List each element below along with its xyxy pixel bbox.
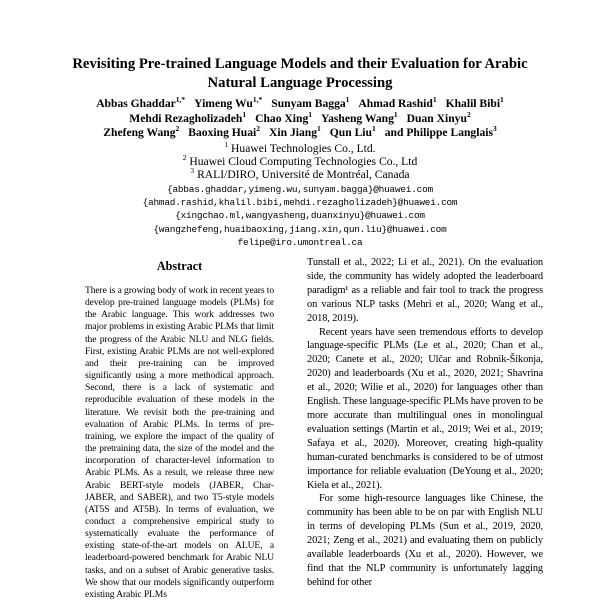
author-name: and Philippe Langlais$^3$	[384, 124, 497, 140]
author-line	[0, 126, 600, 141]
author-affiliation-sup: 1,*	[175, 95, 186, 105]
affiliation-line: $^3$ RALI/DIRO, Université de Montréal, Canada	[190, 166, 410, 182]
author-affiliation-sup: 1	[500, 95, 504, 105]
author-name: Sunyam Bagga$^1$	[271, 95, 350, 110]
email-line: {abbas.ghaddar,yimeng.wu,sunyam.bagga}@huawei.com	[167, 184, 433, 195]
author-block	[0, 97, 600, 141]
author-name: Qun Liu$^1$	[329, 124, 376, 140]
author-name: Mehdi Rezagholizadeh$^1$	[129, 109, 247, 125]
author-affiliation-sup: 1	[242, 109, 247, 119]
author-line	[0, 109, 600, 127]
intro-paragraph: For some high-resource languages like Chinese, the community has been able to be on par with English NLU in terms of developing PLMs (Sun et al., 2019, 2020, 2021; Zeng et al., 2021) and evaluating them on publicly available leaderboards (Xu et al., 2020). However, we find that the NLP community is unfortunately lagging behind for other	[307, 493, 543, 588]
paper-title-line: Natural Language Processing	[207, 74, 393, 91]
affiliation-sup: 3	[190, 166, 195, 176]
abstract-heading: Abstract	[156, 259, 203, 273]
author-affiliation-sup: 1	[317, 124, 321, 134]
author-affiliation-sup: 3	[492, 124, 497, 134]
author-line	[0, 97, 600, 112]
author-affiliation-sup: 1	[345, 95, 350, 105]
introduction-column	[307, 256, 543, 590]
author-name: Baoxing Huai$^2$	[188, 124, 261, 140]
author-name: Zhefeng Wang$^2$	[103, 124, 180, 140]
email-line: felipe@iro.umontreal.ca	[237, 236, 363, 248]
author-affiliation-sup: 1	[393, 109, 398, 119]
email-block	[0, 183, 600, 249]
affiliation-sup: 1	[224, 140, 229, 150]
author-affiliation-sup: 1	[432, 95, 437, 105]
abstract-text: There is a growing body of work in recent years to develop pre-trained language models (PLMs) for the Arabic language. This work addresses two major problems in existing Arabic PLMs that limit the progress of the Arabic NLU and NLG fields. First, existing Arabic PLMs are not well-explored and their pre-training can be improved significantly using a more methodical approach. Second, there is a lack of systematic and reproducible evaluation of these models in the literature. We revisit both the pre-training and evaluation of Arabic PLMs. In terms of pre-training, we explore the impact of the quality of the pretraining data, the size of the model and the incorporation of character-level information to Arabic PLMs. As a result, we release three new Arabic BERT-style models (JABER, Char-JABER, and SABER), and two T5-style models (AT5S and AT5B). In terms of evaluation, we conduct a comprehensive empirical study to systematically evaluate the performance of existing state-of-the-art models on ALUE, a leaderboard-powered benchmark for Arabic NLU tasks, and on a subset of Arabic generative tasks. We show that our models significantly outperform existing Arabic PLMs	[85, 285, 274, 600]
author-affiliation-sup: 1	[371, 124, 376, 134]
author-name: Duan Xinyu$^2$	[406, 109, 471, 125]
abstract-section	[85, 259, 274, 600]
author-affiliation-sup: 1	[308, 109, 312, 119]
affiliation-sup: 2	[182, 153, 187, 163]
affiliation-line: $^2$ Huawei Cloud Computing Technologies Co., Ltd	[182, 153, 418, 169]
author-name: Abbas Ghaddar$^{1,*}$	[96, 95, 186, 110]
author-name: Xin Jiang$^1$	[269, 124, 321, 140]
paper-title	[40, 55, 560, 92]
affiliation-line: $^1$ Huawei Technologies Co., Ltd.	[224, 140, 376, 155]
author-name: Yasheng Wang$^1$	[321, 109, 398, 125]
author-name: Khalil Bibi$^1$	[445, 95, 504, 110]
author-name: Ahmad Rashid$^1$	[358, 95, 437, 110]
intro-paragraph: Recent years have seen tremendous efforts to develop language-specific PLMs (Le et al., 2020; Chan et al., 2020; Canete et al., 2020; Ulčar and Robnik-Šikonja, 2020) and leaderboards (Xu et al., 2020, 2021; Shavrina et al., 2020; Wilie et al., 2020) for languages other than English. These language-specific PLMs have proven to be more accurate than multilingual ones in monolingual evaluation settings (Martin et al., 2019; Wei et al., 2019; Safaya et al., 2020). Moreover, creating high-quality human-curated benchmarks is considered to be of utmost importance for reliable evaluation (DeYoung et al., 2020; Kiela et al., 2021).	[307, 326, 543, 491]
intro-paragraph: Tunstall et al., 2022; Li et al., 2021). On the evaluation side, the community has widely adopted the leaderboard paradigm¹ as a reliable and fair tool to track the progress on various NLP tasks (Mehri et al., 2020; Wang et al., 2018, 2019).	[307, 257, 543, 324]
email-line: {wangzhefeng,huaibaoxing,jiang.xin,qun.liu}@huawei.com	[153, 223, 447, 235]
author-affiliation-sup: 2	[175, 124, 180, 134]
author-affiliation-sup: 2	[256, 124, 261, 134]
paper-title-line: Revisiting Pre-trained Language Models and their Evaluation for Arabic	[72, 56, 528, 72]
affiliation-block	[0, 142, 600, 182]
author-name: Chao Xing$^1$	[255, 109, 312, 125]
author-name: Yimeng $Wu^{1,*}$	[194, 95, 263, 110]
email-line: {xingchao.ml,wangyasheng,duanxinyu}@huawei.com	[175, 210, 425, 222]
email-line: {ahmad.rashid,khalil.bibi,mehdi.rezagholizadeh}@huawei.com	[142, 197, 458, 209]
author-affiliation-sup: 2	[466, 109, 471, 119]
author-affiliation-sup: 1,*	[252, 95, 263, 105]
